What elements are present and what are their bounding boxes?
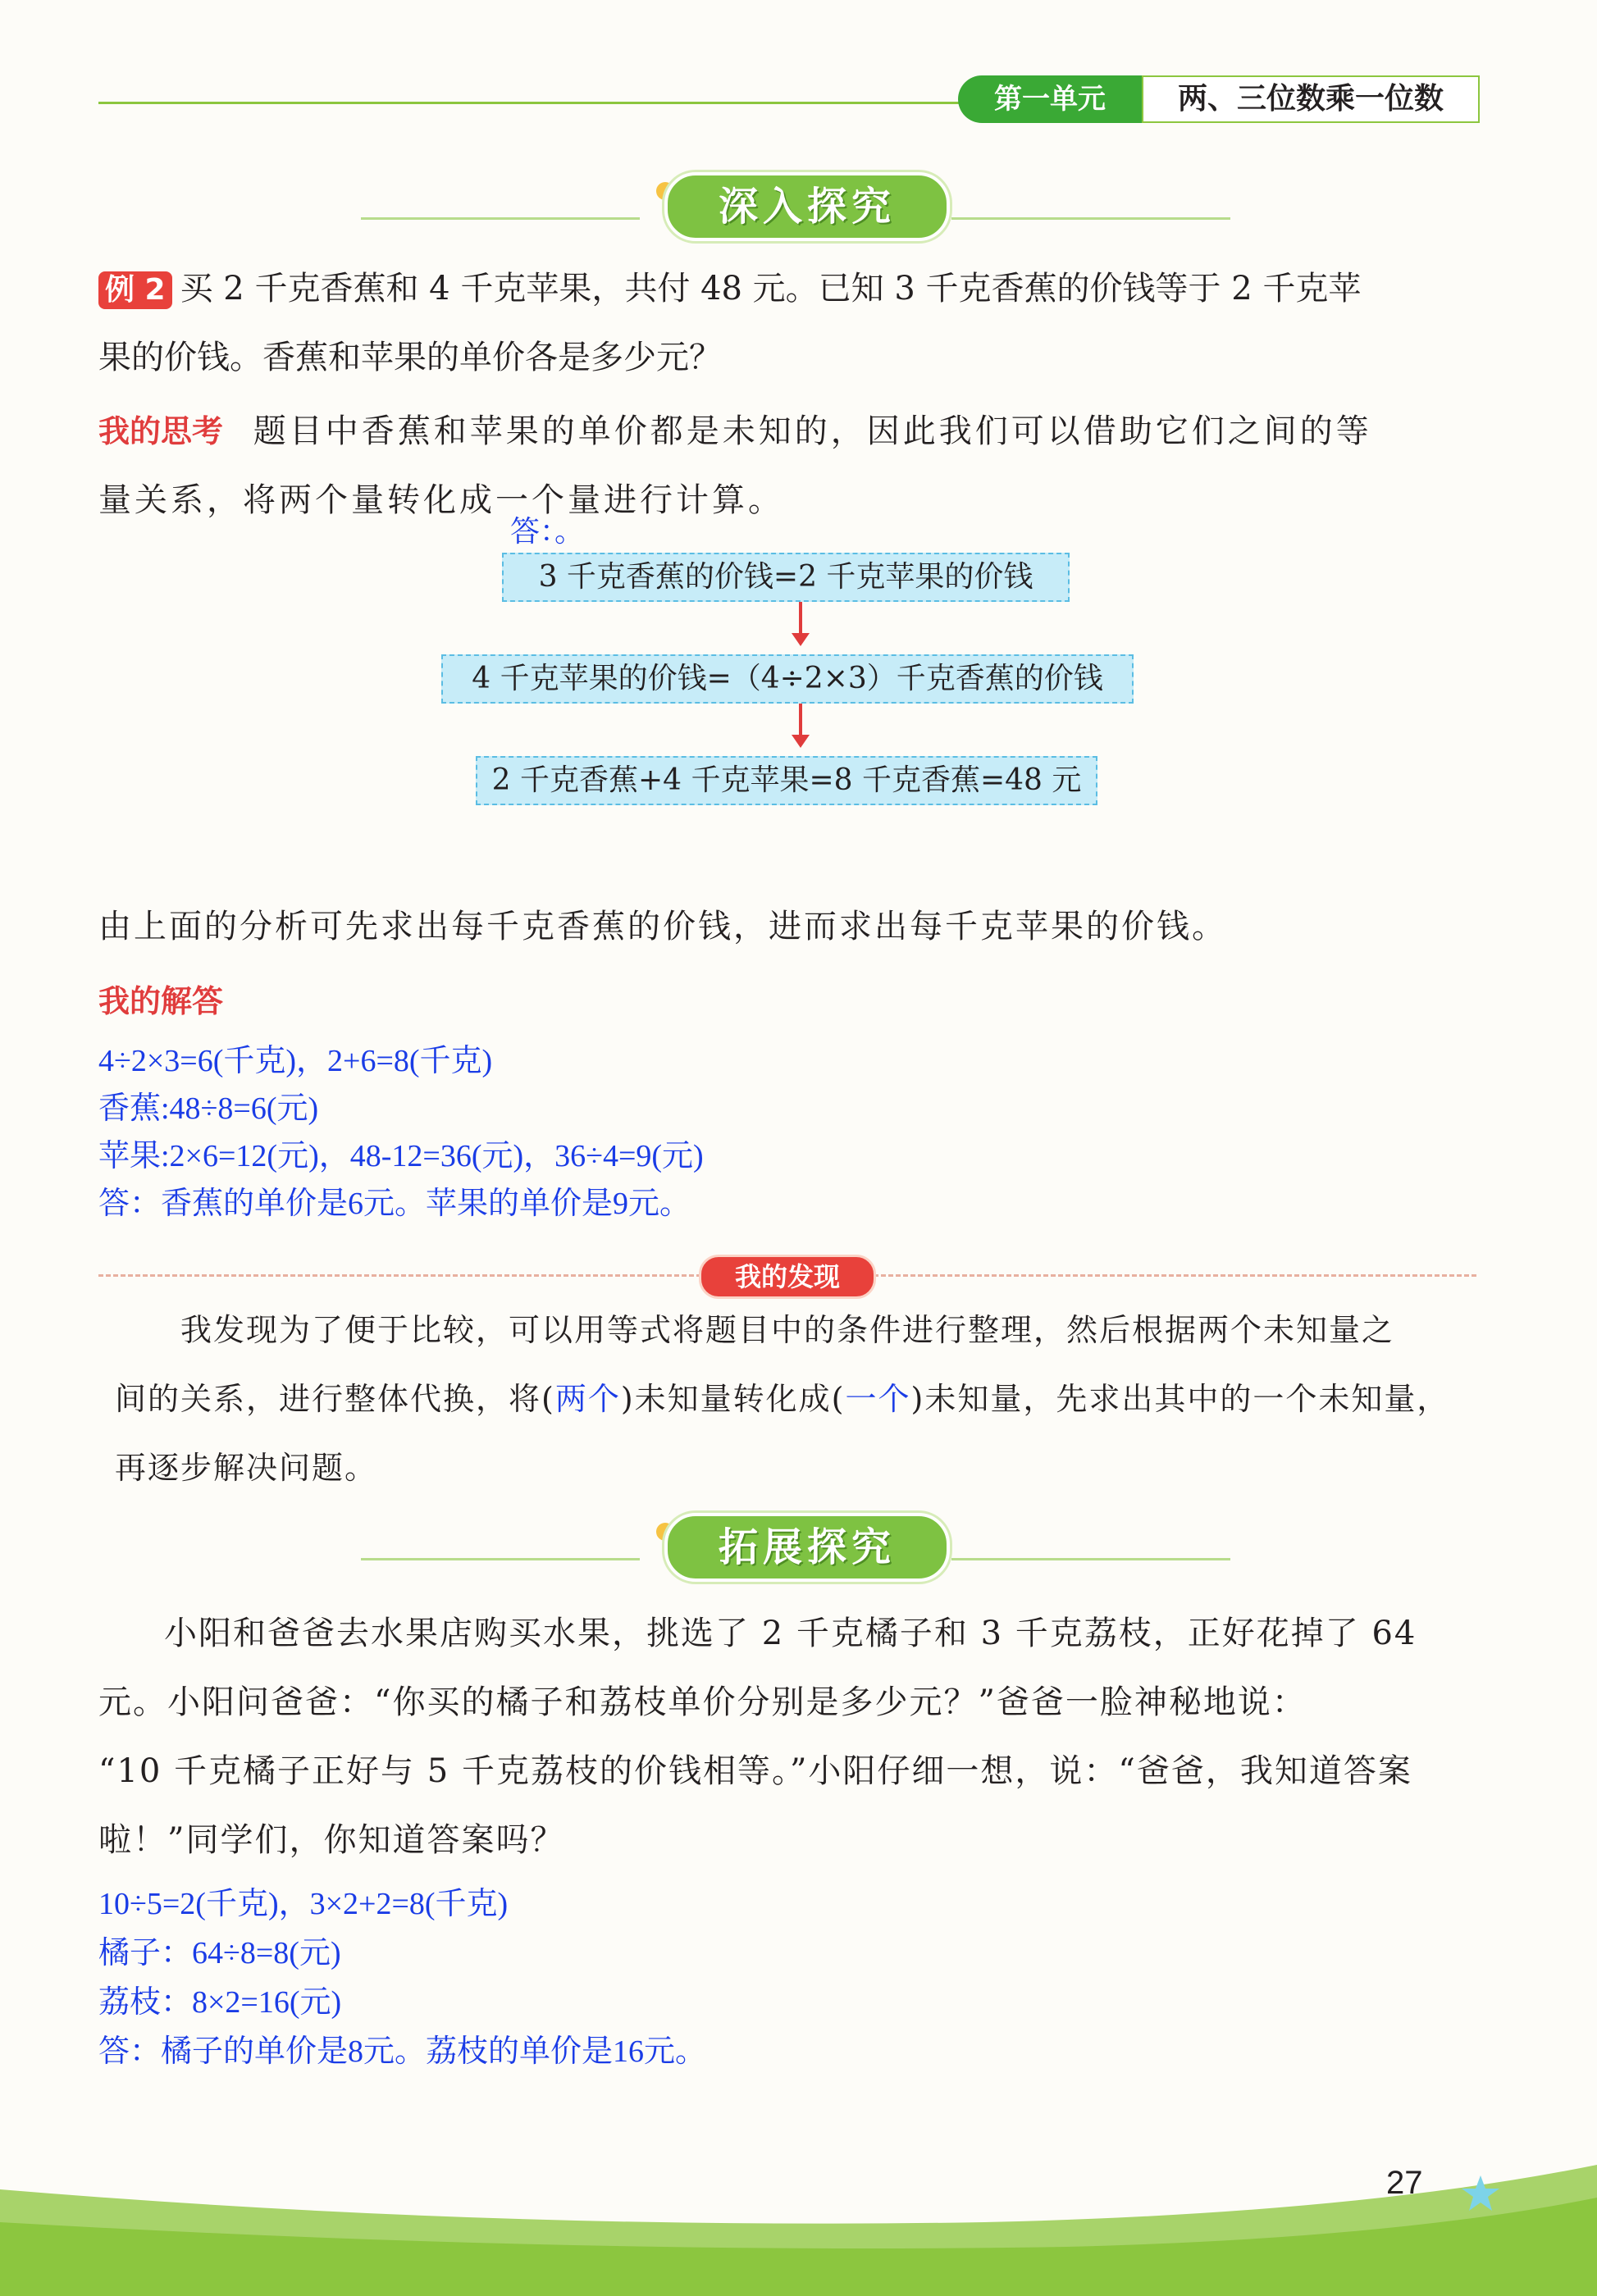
flow-step-1: 3 千克香蕉的价钱=2 千克苹果的价钱 [502,553,1070,602]
example-badge: 例 2 [98,271,172,309]
answer-line-4: 答：香蕉的单价是6元。苹果的单价是9元。 [98,1187,691,1221]
discovery-text [115,1296,1476,1502]
section-title-extended-explore: 拓展探究 [664,1513,950,1582]
discovery-line2b: )未知量转化成( [620,1381,846,1417]
header-rule [98,102,968,104]
discovery-line2c: )未知量，先求出其中的一个未知量， [910,1381,1450,1417]
example-text-line2: 果的价钱。香蕉和苹果的单价各是多少元？ [98,339,722,376]
example-text-line1: 买 2 千克香蕉和 4 千克苹果，共付 48 元。已知 3 千克香蕉的价钱等于 2 千克苹 [180,270,1362,308]
flow-step-3: 2 千克香蕉+4 千克苹果=8 千克香蕉=48 元 [476,756,1097,805]
flow-arrow-2 [799,704,802,736]
discovery-line1: 我发现为了便于比较，可以用等式将题目中的条件进行整理，然后根据两个未知量之 [180,1312,1395,1348]
example-problem [98,254,1476,392]
analysis-text: 由上面的分析可先求出每千克香蕉的价钱，进而求出每千克苹果的价钱。 [98,908,1227,945]
discovery-line2a: 间的关系，进行整体代换，将( [115,1381,555,1417]
flow-arrow-1 [799,602,802,635]
thinking-text-line2: 量关系，将两个量转化成一个量进行计算。 [98,481,784,519]
section-title-deep-explore: 深入探究 [664,172,950,241]
extension-line4: 啦！”同学们，你知道答案吗？ [98,1821,565,1859]
star-icon [1460,2173,1501,2214]
page-number: 27 [1386,2165,1423,2201]
answer-label: 我的解答 [98,983,224,1019]
flow-step-2: 4 千克苹果的价钱=（4÷2×3）千克香蕉的价钱 [441,654,1134,704]
extension-line3: “10 千克橘子正好与 5 千克荔枝的价钱相等。”小阳仔细一想，说：“爸爸，我知道答案 [98,1752,1412,1790]
banner2-right-rule [951,1558,1230,1560]
discovery-line3: 再逐步解决问题。 [115,1450,378,1486]
extension-answer-3: 荔枝：8×2=16(元) [98,1985,342,2020]
unit-topic: 两、三位数乘一位数 [1142,75,1480,123]
unit-label: 第一单元 [958,75,1142,123]
answer-line-3: 苹果:2×6=12(元)，48-12=36(元)，36÷4=9(元) [98,1139,704,1173]
extension-answer-2: 橘子：64÷8=8(元) [98,1936,341,1970]
discovery-fill-2: 一个 [845,1381,911,1417]
extension-line1: 小阳和爸爸去水果店购买水果，挑选了 2 千克橘子和 3 千克荔枝，正好花掉了 64 [164,1615,1417,1652]
thinking-text-line1: 题目中香蕉和苹果的单价都是未知的，因此我们可以借助它们之间的等 [253,412,1372,450]
banner-left-rule [361,217,640,220]
thinking-block [98,397,1476,535]
discovery-fill-1: 两个 [554,1381,621,1417]
extension-answer-1: 10÷5=2(千克)，3×2+2=8(千克) [98,1887,509,1921]
footer-grass-decoration [0,2165,1597,2296]
flow-arrow-head-1 [792,633,810,646]
discovery-badge: 我的发现 [699,1255,876,1299]
flow-arrow-head-2 [792,735,810,748]
thinking-overlay-answer: 答：。 [510,515,585,549]
banner-right-rule [951,217,1230,220]
extension-line2: 元。小阳问爸爸：“你买的橘子和荔枝单价分别是多少元？”爸爸一脸神秘地说： [98,1683,1307,1721]
answer-line-2: 香蕉:48÷8=6(元) [98,1091,319,1126]
thinking-label: 我的思考 [98,413,224,449]
answer-line-1: 4÷2×3=6(千克)，2+6=8(千克) [98,1044,493,1078]
extension-answer-4: 答：橘子的单价是8元。荔枝的单价是16元。 [98,2034,707,2069]
banner2-left-rule [361,1558,640,1560]
extension-problem [98,1599,1476,1875]
